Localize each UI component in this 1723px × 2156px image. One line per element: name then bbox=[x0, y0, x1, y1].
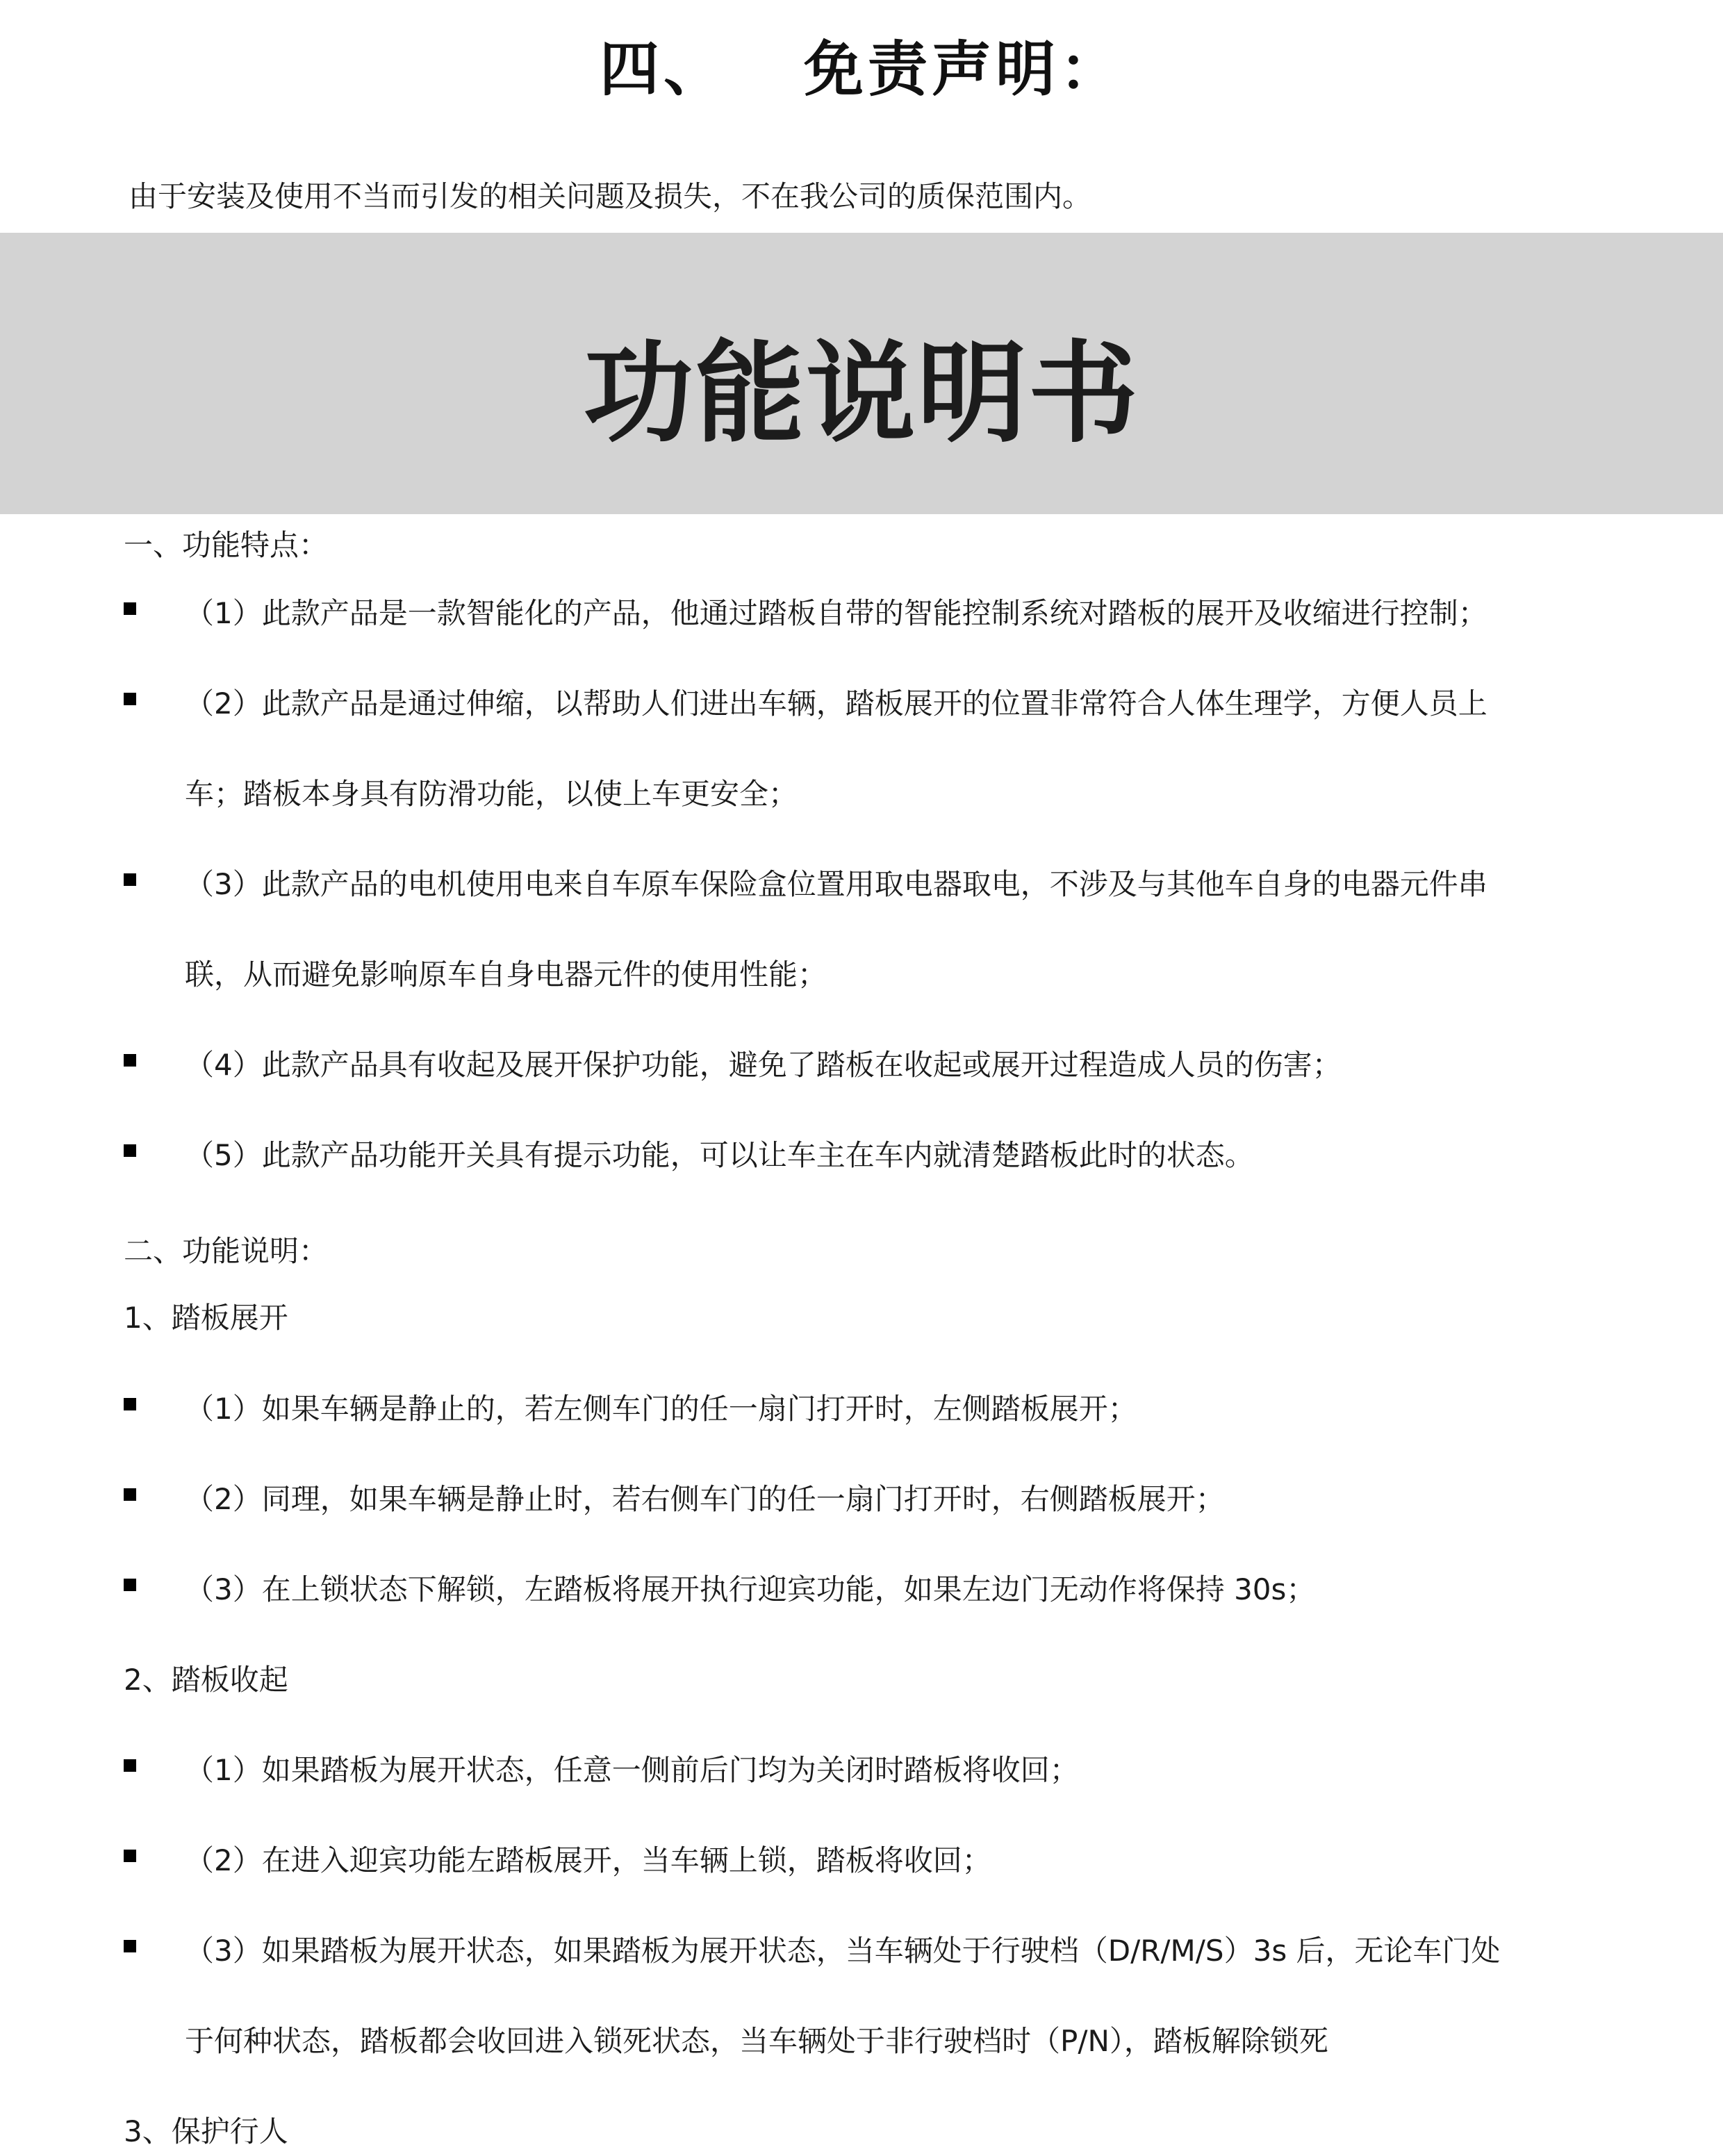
bullet-icon bbox=[124, 1940, 136, 1952]
disclaimer-title-text: 免责声明： bbox=[804, 35, 1123, 104]
bullet-icon bbox=[124, 1579, 136, 1591]
section-heading-functions: 二、功能说明： bbox=[124, 1234, 329, 1268]
list-item-text: （3）如果踏板为展开状态，如果踏板为展开状态，当车辆处于行驶档（D/R/M/S）3s 后，无论车门处 bbox=[185, 1934, 1501, 1968]
list-item-text: （2）同理，如果车辆是静止时，若右侧车门的任一扇门打开时，右侧踏板展开； bbox=[185, 1482, 1225, 1516]
list-item-text: （3）在上锁状态下解锁，左踏板将展开执行迎宾功能，如果左边门无动作将保持 30s； bbox=[185, 1572, 1316, 1606]
bullet-icon bbox=[124, 602, 136, 615]
page-title: 功能说明书 bbox=[584, 330, 1139, 458]
subsection-heading: 2、踏板收起 bbox=[124, 1663, 288, 1697]
list-item-text: （2）此款产品是通过伸缩，以帮助人们进出车辆，踏板展开的位置非常符合人体生理学，方便人员上 bbox=[185, 686, 1487, 721]
bullet-icon bbox=[124, 1144, 136, 1157]
list-item-text: （4）此款产品具有收起及展开保护功能，避免了踏板在收起或展开过程造成人员的伤害； bbox=[185, 1048, 1342, 1082]
bullet-icon bbox=[124, 693, 136, 705]
bullet-icon bbox=[124, 1850, 136, 1862]
bullet-icon bbox=[124, 873, 136, 886]
list-item-text: （1）此款产品是一款智能化的产品，他通过踏板自带的智能控制系统对踏板的展开及收缩进行控制； bbox=[185, 596, 1487, 630]
disclaimer-number: 四、 bbox=[600, 35, 727, 104]
list-item-text: （2）在进入迎宾功能左踏板展开，当车辆上锁，踏板将收回； bbox=[185, 1843, 991, 1877]
disclaimer-text: 由于安装及使用不当而引发的相关问题及损失，不在我公司的质保范围内。 bbox=[129, 179, 1092, 213]
title-banner bbox=[0, 233, 1723, 514]
subsection-heading: 3、保护行人 bbox=[124, 2114, 288, 2148]
list-item-text: （5）此款产品功能开关具有提示功能，可以让车主在车内就清楚踏板此时的状态。 bbox=[185, 1138, 1254, 1172]
bullet-icon bbox=[124, 1488, 136, 1501]
disclaimer-title bbox=[0, 21, 1723, 107]
section-heading-features: 一、功能特点： bbox=[124, 528, 329, 562]
list-item-text: （1）如果车辆是静止的，若左侧车门的任一扇门打开时，左侧踏板展开； bbox=[185, 1392, 1137, 1426]
list-item-text: （3）此款产品的电机使用电来自车原车保险盒位置用取电器取电，不涉及与其他车自身的电器元件串 bbox=[185, 867, 1487, 901]
list-item-text: （1）如果踏板为展开状态，任意一侧前后门均为关闭时踏板将收回； bbox=[185, 1753, 1079, 1787]
bullet-icon bbox=[124, 1759, 136, 1772]
bullet-icon bbox=[124, 1398, 136, 1410]
list-item-continuation: 联，从而避免影响原车自身电器元件的使用性能； bbox=[185, 957, 827, 991]
list-item-continuation: 车；踏板本身具有防滑功能，以使上车更安全； bbox=[185, 777, 798, 811]
list-item-continuation: 于何种状态，踏板都会收回进入锁死状态，当车辆处于非行驶档时（P/N），踏板解除锁死 bbox=[185, 2024, 1328, 2058]
subsection-heading: 1、踏板展开 bbox=[124, 1301, 288, 1335]
bullet-icon bbox=[124, 1054, 136, 1067]
